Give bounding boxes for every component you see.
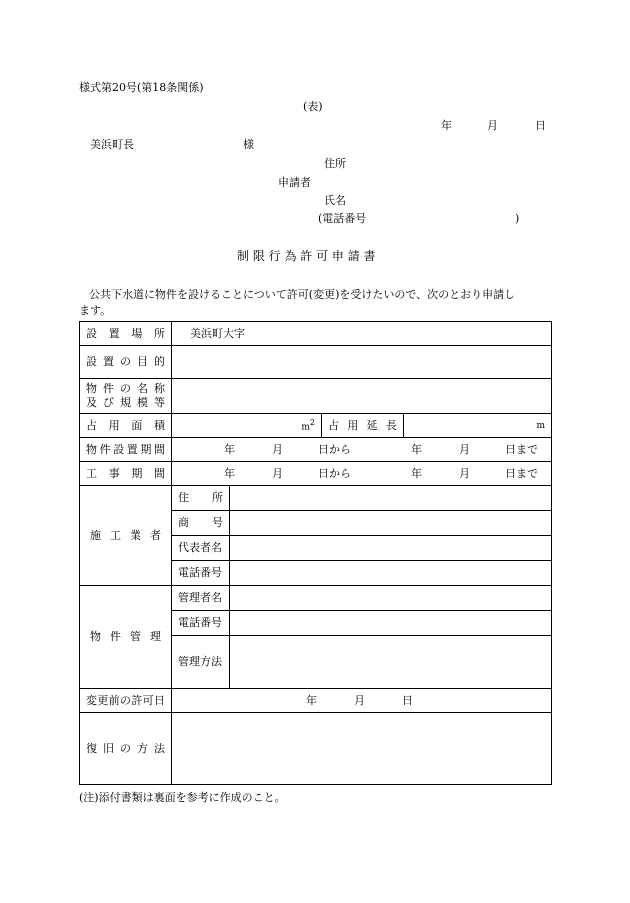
area-unit-sup: 2 — [309, 418, 315, 428]
contractor-trade-name-label: 商号 — [172, 511, 230, 536]
prev-month: 月 — [354, 693, 365, 707]
work-month2: 月 — [459, 466, 470, 480]
install-year: 年 — [224, 442, 235, 456]
restore-method-field[interactable] — [172, 713, 552, 785]
area-label: 占用面積 — [80, 414, 172, 438]
contractor-phone-field[interactable] — [230, 561, 552, 586]
install-year2: 年 — [411, 442, 422, 456]
contractor-phone-label: 電話番号 — [172, 561, 230, 586]
contractor-label: 施工業者 — [80, 486, 172, 586]
prev-year: 年 — [306, 693, 317, 707]
object-label-line1: 物件の名称 — [86, 382, 165, 395]
area-unit: m — [301, 422, 310, 433]
row-restore-method — [80, 713, 552, 785]
form-number: 様式第20号(第18条関係) — [79, 81, 204, 94]
location-value: 美浜町大字 — [190, 326, 245, 340]
phone-close: ) — [515, 212, 520, 225]
location-field[interactable] — [172, 322, 552, 346]
manager-name-field[interactable] — [230, 586, 552, 611]
purpose-label: 設置の目的 — [80, 346, 172, 379]
area-field[interactable] — [172, 414, 322, 438]
contractor-representative-field[interactable] — [230, 536, 552, 561]
address-label: 住所 — [324, 157, 346, 170]
name-label: 氏名 — [324, 194, 346, 207]
contractor-address-label: 住所 — [172, 486, 230, 511]
honorific: 様 — [243, 138, 254, 151]
prev-permit-label: 変更前の許可日 — [80, 689, 172, 713]
work-from: 日から — [318, 466, 351, 480]
row-location — [80, 322, 552, 346]
date-month: 月 — [487, 119, 498, 132]
side-label: (表) — [303, 100, 323, 113]
install-period-label: 物件設置期間 — [80, 438, 172, 462]
work-year2: 年 — [411, 466, 422, 480]
object-label — [80, 379, 172, 414]
location-label: 設置場所 — [80, 322, 172, 346]
row-area — [80, 414, 552, 438]
prev-permit-field[interactable] — [172, 689, 552, 713]
work-period-field[interactable] — [172, 462, 552, 486]
manager-name-label: 管理者名 — [172, 586, 230, 611]
contractor-trade-name-field[interactable] — [230, 511, 552, 536]
contractor-address-field[interactable] — [230, 486, 552, 511]
prev-day: 日 — [402, 693, 413, 707]
length-unit: m — [536, 420, 545, 431]
install-month2: 月 — [459, 442, 470, 456]
management-method-field[interactable] — [230, 636, 552, 689]
contractor-representative-label: 代表者名 — [172, 536, 230, 561]
intro-line-2: ます。 — [79, 304, 112, 317]
install-until: 日まで — [505, 442, 538, 456]
work-period-label: 工事期間 — [80, 462, 172, 486]
length-label: 占用延長 — [322, 414, 404, 438]
date-year: 年 — [441, 119, 452, 132]
row-object — [80, 379, 552, 414]
work-until: 日まで — [505, 466, 538, 480]
install-period-field[interactable] — [172, 438, 552, 462]
row-purpose — [80, 346, 552, 379]
footnote: (注)添付書類は裏面を参考に作成のこと。 — [79, 791, 286, 804]
management-label: 物件管理 — [80, 586, 172, 689]
work-year: 年 — [224, 466, 235, 480]
addressee: 美浜町長 — [90, 138, 134, 151]
application-form-table — [79, 321, 552, 785]
row-contractor-address — [80, 486, 552, 511]
row-work-period — [80, 462, 552, 486]
row-prev-permit — [80, 689, 552, 713]
phone-label: (電話番号 — [318, 212, 367, 225]
install-month: 月 — [272, 442, 283, 456]
purpose-field[interactable] — [172, 346, 552, 379]
row-install-period — [80, 438, 552, 462]
applicant-label: 申請者 — [278, 176, 311, 189]
work-month: 月 — [272, 466, 283, 480]
object-label-line2: 及び規模等 — [86, 396, 165, 409]
management-method-label: 管理方法 — [172, 636, 230, 689]
intro-line-1: 公共下水道に物件を設けることについて許可(変更)を受けたいので、次のとおり申請し — [89, 288, 516, 301]
restore-method-label: 復旧の方法 — [80, 713, 172, 785]
date-day: 日 — [535, 119, 546, 132]
length-field[interactable] — [404, 414, 552, 438]
manager-phone-label: 電話番号 — [172, 611, 230, 636]
row-manager-name — [80, 586, 552, 611]
install-from: 日から — [318, 442, 351, 456]
manager-phone-field[interactable] — [230, 611, 552, 636]
document-title: 制 限 行 為 許 可 申 請 書 — [237, 249, 376, 263]
object-field[interactable] — [172, 379, 552, 414]
